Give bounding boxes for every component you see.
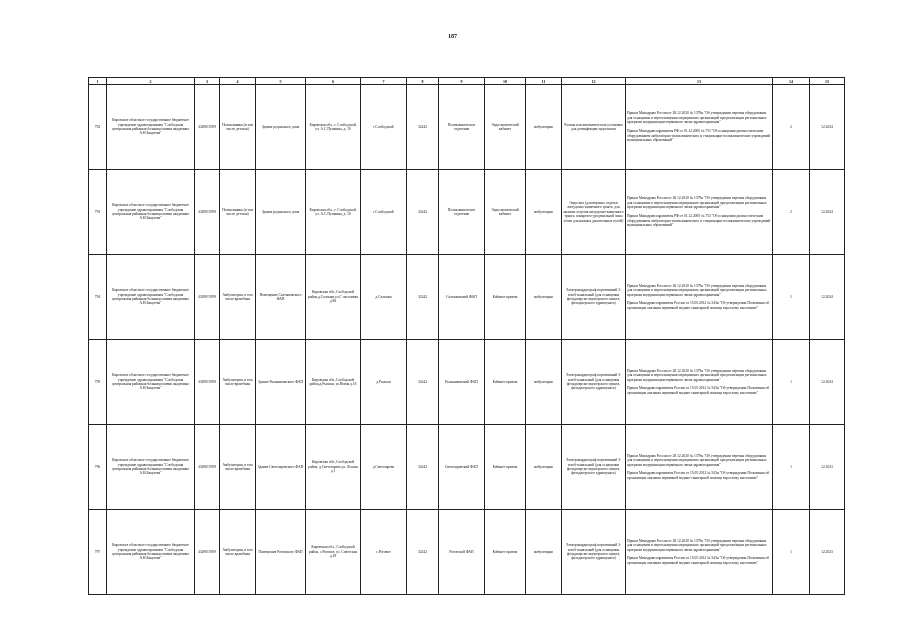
care-condition-cell: амбулаторно	[526, 255, 562, 340]
legal-basis-cell: Приказ Минздрава России от 28.12.2020 № 1379н "Об утверждении перечня оборудования для оснащения и переоснащения медицинских организаций при реализации региональных программ модернизации первичного звена здравоохранения" Приказ Минздравсоцразвития России от 15.05.2012 № 543н "Об утверждении Положения об организации оказания первичной медико-санитарной помощи взрослому населению"	[626, 255, 773, 340]
quantity-cell: 2	[773, 85, 810, 170]
quantity-cell: 1	[773, 425, 810, 510]
organization-name-cell: Кировское областное государственное бюджетное учреждение здравоохранения "Слободская центральная районная больница имени академика А.Н.Бакулева"	[107, 170, 195, 255]
organization-name-cell: Кировское областное государственное бюджетное учреждение здравоохранения "Слободская центральная районная больница имени академика А.Н.Бакулева"	[107, 510, 195, 595]
locality-cell: с.Роговое	[361, 510, 407, 595]
address-cell: Кировская обл.,Слободской район,д.Салтыки,ул.С частливая д.96	[306, 255, 361, 340]
oktmo-code-cell: 32242	[407, 255, 439, 340]
row-number-cell: 794	[89, 255, 107, 340]
column-number: 5	[256, 78, 306, 85]
department-cell: Поликлиническое отделение	[439, 170, 485, 255]
address-cell: Кировская обл.,Слободской район,д.Рыльки, ул.Новая д.16	[306, 340, 361, 425]
care-condition-cell: амбулаторно	[526, 170, 562, 255]
equipment-name-cell: Ручная или автоматическая установка для дезинфекции эндоскопов	[562, 85, 626, 170]
table-row	[89, 340, 845, 425]
column-number-row	[89, 78, 845, 85]
room-cell: Эндоскопический кабинет	[485, 170, 526, 255]
department-cell: Поликлиническое отделение	[439, 85, 485, 170]
equipment-name-cell: Эндоскоп (для верхних отделов желудочно-кишечного тракта, для нижних отделов желудочно-кишечного тракта, панкреато-дуоденальной зоны и/или для нижних дыхательных путей)	[562, 170, 626, 255]
care-condition-cell: амбулаторно	[526, 510, 562, 595]
inn-code-cell: 4329015959	[195, 510, 220, 595]
delivery-date-cell: 12.2023	[810, 425, 845, 510]
oktmo-code-cell: 32242	[407, 170, 439, 255]
column-number: 10	[485, 78, 526, 85]
column-number: 12	[562, 78, 626, 85]
building-name-cell: Здание Светозаревского ФАП	[256, 425, 306, 510]
delivery-date-cell: 12.2024	[810, 255, 845, 340]
column-number: 4	[220, 78, 256, 85]
department-cell: Роговской ФАП	[439, 510, 485, 595]
care-condition-cell: амбулаторно	[526, 340, 562, 425]
delivery-date-cell: 12.2023	[810, 510, 845, 595]
column-number: 15	[810, 78, 845, 85]
department-cell: Светозаревский ФАП	[439, 425, 485, 510]
delivery-date-cell: 12.2024	[810, 85, 845, 170]
row-number-cell: 793	[89, 170, 107, 255]
locality-cell: г.Слободской	[361, 170, 407, 255]
page-number: 187	[448, 34, 457, 40]
locality-cell: д.Салтыки	[361, 255, 407, 340]
room-cell: Кабинет приема	[485, 425, 526, 510]
inn-code-cell: 4329015959	[195, 340, 220, 425]
care-condition-cell: амбулаторно	[526, 425, 562, 510]
room-cell: Кабинет приема	[485, 340, 526, 425]
care-type-cell: Амбулатория, в том числе врачебная	[220, 255, 256, 340]
address-cell: Кировская обл., г. Слободской, ул. А.С.Пушкина, д. 10	[306, 170, 361, 255]
building-name-cell: Здание родильного дома	[256, 85, 306, 170]
room-cell: Кабинет приема	[485, 510, 526, 595]
building-name-cell: Помещение Роговского ФАП	[256, 510, 306, 595]
column-number: 14	[773, 78, 810, 85]
care-type-cell: Поликлиника (в том числе детская)	[220, 170, 256, 255]
inn-code-cell: 4329015959	[195, 425, 220, 510]
row-number-cell: 795	[89, 340, 107, 425]
building-name-cell: Помещение Салтыковского ФАП	[256, 255, 306, 340]
inn-code-cell: 4329015959	[195, 170, 220, 255]
legal-basis-cell: Приказ Минздрава России от 28.12.2020 № 1379н "Об утверждении перечня оборудования для оснащения и переоснащения медицинских организаций при реализации региональных программ модернизации первичного звена здравоохранения" Приказ Минздравсоцразвития РФ от 01.12.2005 № 753 "Об оснащении диагностическим оборудованием амбулаторно-поликлинических и стационарно-поликлинических учреждений муниципальных образований"	[626, 170, 773, 255]
care-type-cell: Поликлиника (в том числе детская)	[220, 85, 256, 170]
legal-basis-cell: Приказ Минздрава России от 28.12.2020 № 1379н "Об утверждении перечня оборудования для оснащения и переоснащения медицинских организаций при реализации региональных программ модернизации первичного звена здравоохранения" Приказ Минздравсоцразвития РФ от 01.12.2005 № 753 "Об оснащении диагностическим оборудованием амбулаторно-поликлинических и стационарно-поликлинических учреждений муниципальных образований"	[626, 85, 773, 170]
building-name-cell: Здание родильного дома	[256, 170, 306, 255]
delivery-date-cell: 12.2024	[810, 340, 845, 425]
care-type-cell: Амбулатория, в том числе врачебная	[220, 425, 256, 510]
address-cell: Кировская обл.,Слободской район, д.Светозарево,ул. Лесная д.1	[306, 425, 361, 510]
department-cell: Салтыковский ФАП	[439, 255, 485, 340]
table-row	[89, 255, 845, 340]
organization-name-cell: Кировское областное государственное бюджетное учреждение здравоохранения "Слободская центральная районная больница имени академика А.Н.Бакулева"	[107, 425, 195, 510]
row-number-cell: 792	[89, 85, 107, 170]
locality-cell: г.Слободской	[361, 85, 407, 170]
inn-code-cell: 4329015959	[195, 85, 220, 170]
building-name-cell: Здание Рыльниковского ФАП	[256, 340, 306, 425]
oktmo-code-cell: 32242	[407, 340, 439, 425]
legal-basis-cell: Приказ Минздрава России от 28.12.2020 № 1379н "Об утверждении перечня оборудования для оснащения и переоснащения медицинских организаций при реализации региональных программ модернизации первичного звена здравоохранения" Приказ Минздравсоцразвития России от 15.05.2012 № 543н "Об утверждении Положения об организации оказания первичной медико-санитарной помощи взрослому населению"	[626, 340, 773, 425]
column-number: 13	[626, 78, 773, 85]
care-condition-cell: амбулаторно	[526, 85, 562, 170]
locality-cell: д.Светозарево	[361, 425, 407, 510]
table-row	[89, 85, 845, 170]
column-number: 8	[407, 78, 439, 85]
table-row	[89, 425, 845, 510]
equipment-name-cell: Электрокардиограф портативный 3- или 6-канальный (для оснащения фельдшерско-акушерского пункта, фельдшерского здравпункта)	[562, 510, 626, 595]
care-type-cell: Амбулатория, в том числе врачебная	[220, 340, 256, 425]
address-cell: Кировская обл., Слободской район, с.Роговое, ул. Советская д.18	[306, 510, 361, 595]
row-number-cell: 797	[89, 510, 107, 595]
column-number: 7	[361, 78, 407, 85]
quantity-cell: 2	[773, 170, 810, 255]
quantity-cell: 1	[773, 255, 810, 340]
equipment-registry-table	[88, 77, 845, 595]
oktmo-code-cell: 32242	[407, 85, 439, 170]
room-cell: Кабинет приема	[485, 255, 526, 340]
address-cell: Кировская обл., г. Слободской, ул. А.С.Пушкина, д. 10	[306, 85, 361, 170]
locality-cell: д.Рыльки	[361, 340, 407, 425]
column-number: 1	[89, 78, 107, 85]
column-number: 11	[526, 78, 562, 85]
column-number: 3	[195, 78, 220, 85]
care-type-cell: Амбулатория, в том числе врачебная	[220, 510, 256, 595]
inn-code-cell: 4329015959	[195, 255, 220, 340]
delivery-date-cell: 12.2024	[810, 170, 845, 255]
quantity-cell: 1	[773, 510, 810, 595]
table-row	[89, 170, 845, 255]
column-number: 9	[439, 78, 485, 85]
row-number-cell: 796	[89, 425, 107, 510]
organization-name-cell: Кировское областное государственное бюджетное учреждение здравоохранения "Слободская центральная районная больница имени академика А.Н.Бакулева"	[107, 340, 195, 425]
equipment-name-cell: Электрокардиограф портативный 3- или 6-канальный (для оснащения фельдшерско-акушерского пункта, фельдшерского здравпункта)	[562, 255, 626, 340]
oktmo-code-cell: 32242	[407, 425, 439, 510]
column-number: 2	[107, 78, 195, 85]
quantity-cell: 1	[773, 340, 810, 425]
organization-name-cell: Кировское областное государственное бюджетное учреждение здравоохранения "Слободская центральная районная больница имени академика А.Н.Бакулева"	[107, 85, 195, 170]
equipment-name-cell: Электрокардиограф портативный 3- или 6-канальный (для оснащения фельдшерско-акушерского пункта, фельдшерского здравпункта)	[562, 340, 626, 425]
organization-name-cell: Кировское областное государственное бюджетное учреждение здравоохранения "Слободская центральная районная больница имени академика А.Н.Бакулева"	[107, 255, 195, 340]
oktmo-code-cell: 32242	[407, 510, 439, 595]
legal-basis-cell: Приказ Минздрава России от 28.12.2020 № 1379н "Об утверждении перечня оборудования для оснащения и переоснащения медицинских организаций при реализации региональных программ модернизации первичного звена здравоохранения" Приказ Минздравсоцразвития России от 15.05.2012 № 543н "Об утверждении Положения об организации оказания первичной медико-санитарной помощи взрослому населению"	[626, 425, 773, 510]
column-number: 6	[306, 78, 361, 85]
equipment-name-cell: Электрокардиограф портативный 3- или 6-канальный (для оснащения фельдшерско-акушерского пункта, фельдшерского здравпункта)	[562, 425, 626, 510]
department-cell: Рыльниковский ФАП	[439, 340, 485, 425]
legal-basis-cell: Приказ Минздрава России от 28.12.2020 № 1379н "Об утверждении перечня оборудования для оснащения и переоснащения медицинских организаций при реализации региональных программ модернизации первичного звена здравоохранения" Приказ Минздравсоцразвития России от 15.05.2012 № 543н "Об утверждении Положения об организации оказания первичной медико-санитарной помощи взрослому населению"	[626, 510, 773, 595]
table-row	[89, 510, 845, 595]
room-cell: Эндоскопический кабинет	[485, 85, 526, 170]
